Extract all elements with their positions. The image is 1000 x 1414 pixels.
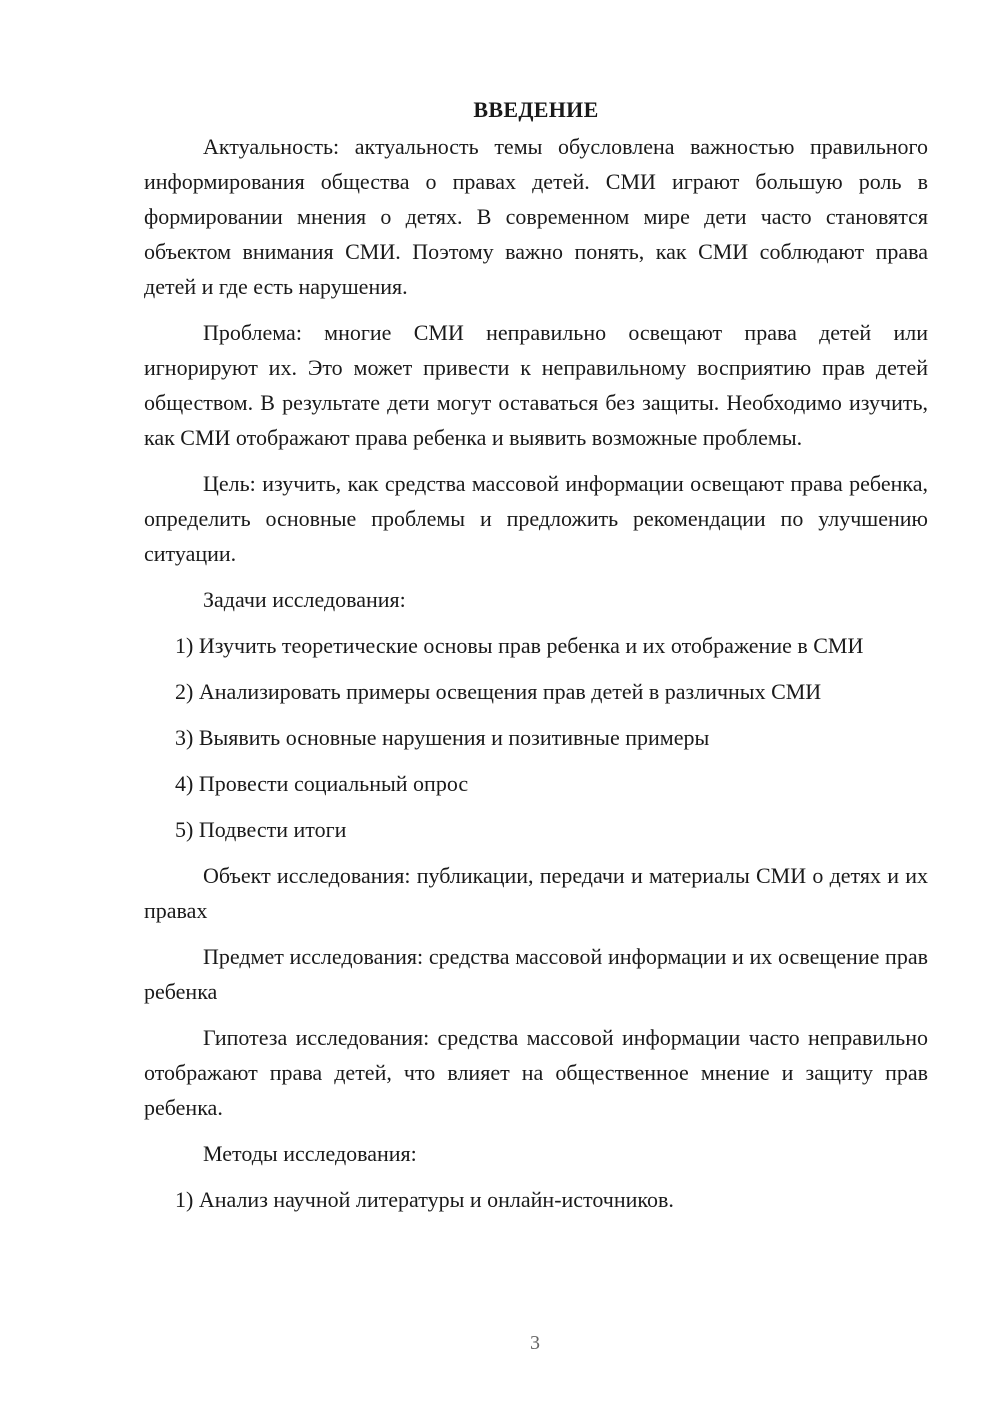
object-paragraph: Объект исследования: публикации, передачи и материалы СМИ о детях и их правах: [144, 863, 928, 923]
page-content: [144, 92, 928, 1228]
page-number: 3: [530, 1332, 540, 1354]
task-item-1: 1) Изучить теоретические основы прав ребенка и их отображение в СМИ: [175, 633, 864, 658]
problem-paragraph: Проблема: многие СМИ неправильно освещают права детей или игнорируют их. Это может привести к неправильному восприятию прав детей обществом. В результате дети могут оставаться без защиты. Необходимо изучить, как СМИ отображают права ребенка и выявить возможные проблемы.: [144, 320, 928, 450]
task-item-5: 5) Подвести итоги: [175, 817, 347, 842]
methods-heading: Методы исследования:: [203, 1141, 417, 1166]
task-item-2: 2) Анализировать примеры освещения прав детей в различных СМИ: [175, 679, 822, 704]
task-item-4: 4) Провести социальный опрос: [175, 771, 469, 796]
hypothesis-paragraph: Гипотеза исследования: средства массовой информации часто неправильно отображают права детей, что влияет на общественное мнение и защиту прав ребенка.: [144, 1025, 928, 1120]
relevance-paragraph: Актуальность: актуальность темы обусловлена важностью правильного информирования общества о правах детей. СМИ играют большую роль в формировании мнения о детях. В современном мире дети часто становятся объектом внимания СМИ. Поэтому важно понять, как СМИ соблюдают права детей и где есть нарушения.: [144, 134, 928, 299]
goal-paragraph: Цель: изучить, как средства массовой информации освещают права ребенка, определить основные проблемы и предложить рекомендации по улучшению ситуации.: [144, 471, 928, 566]
tasks-heading: Задачи исследования:: [203, 587, 406, 612]
subject-paragraph: Предмет исследования: средства массовой информации и их освещение прав ребенка: [144, 944, 928, 1004]
task-item-3: 3) Выявить основные нарушения и позитивные примеры: [175, 725, 710, 750]
section-title: ВВЕДЕНИЕ: [473, 97, 599, 122]
method-item-1: 1) Анализ научной литературы и онлайн-источников.: [175, 1187, 674, 1212]
